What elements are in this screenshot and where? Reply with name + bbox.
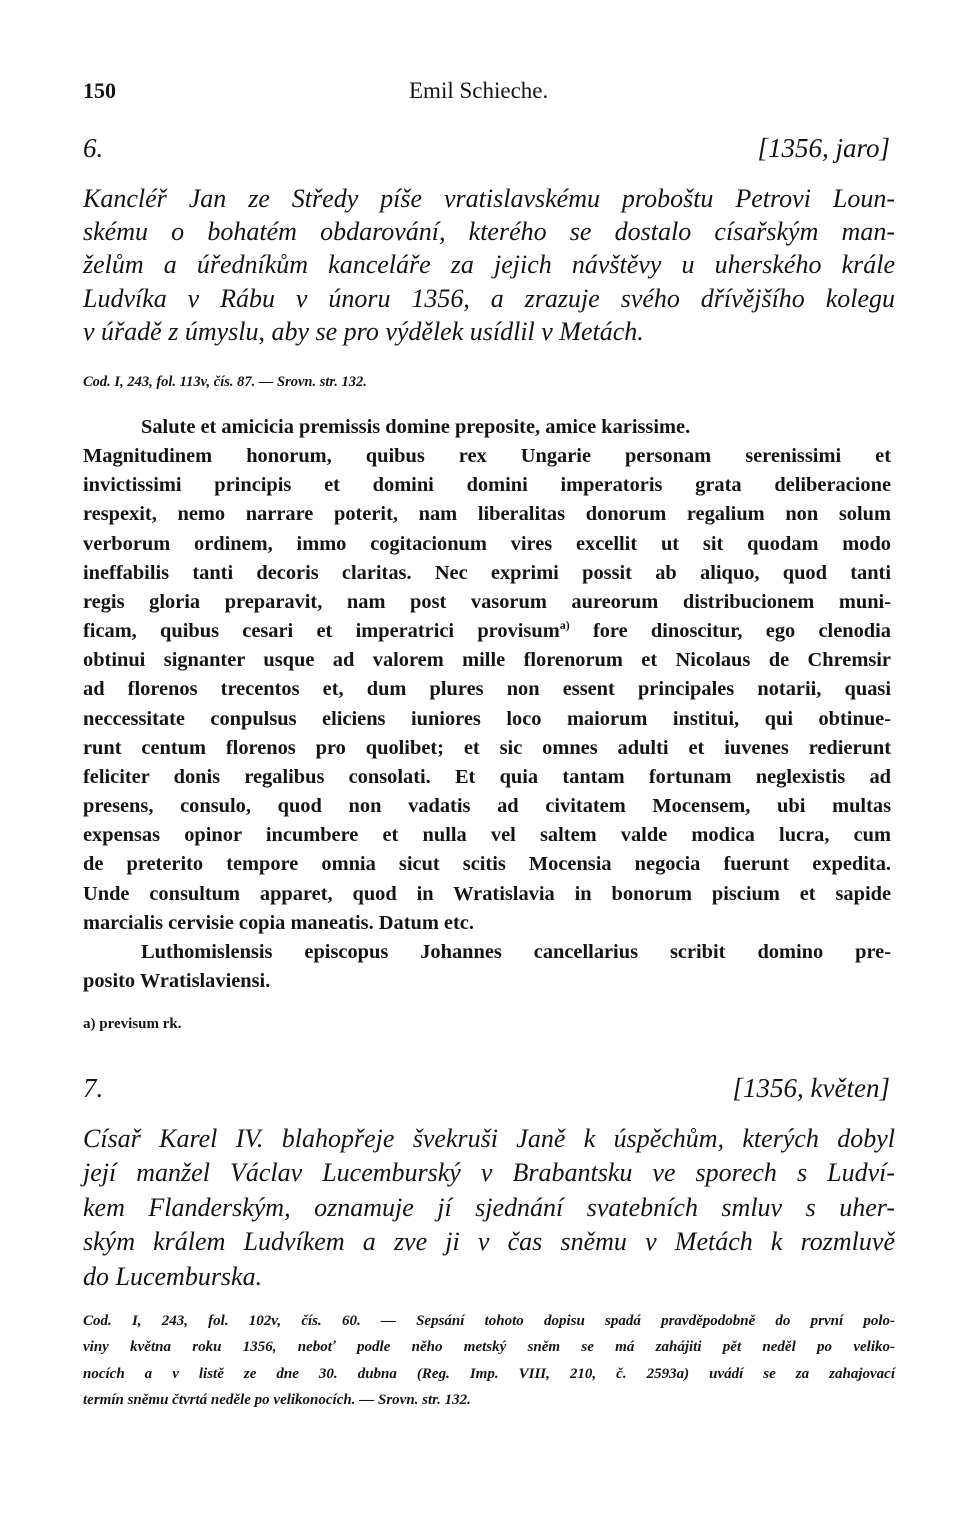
text-line: regis gloria preparavit, nam post vasorum aureorum distribucionem muni- (83, 590, 891, 613)
summary-line: želům a úředníkům kanceláře za jejich návštěvy u uherského krále (83, 250, 895, 280)
note-line: nocích a v listě ze dne 30. dubna (Reg. Imp. VIII, 210, č. 2593a) uvádí se za zahajovací (83, 1365, 895, 1382)
document-summary (83, 1122, 895, 1294)
text-line: Magnitudinem honorum, quibus rex Ungarie personam serenissimi et (83, 445, 891, 468)
summary-line: ským králem Ludvíkem a zve ji v čas sněmu v Metách k rozmluvě (83, 1227, 895, 1257)
running-title: Emil Schieche. (409, 78, 549, 103)
document-date: [1356, jaro] (757, 133, 890, 163)
document-number: 7. (83, 1073, 104, 1103)
text-line: expensas opinor incumbere et nulla vel saltem valde modica lucra, cum (83, 824, 891, 847)
document-summary (83, 182, 895, 348)
text-line (83, 617, 891, 646)
summary-line: kem Flanderským, oznamuje jí sjednání svatebních smluv s uher- (83, 1192, 895, 1222)
source-note: Cod. I, 243, fol. 113v, čís. 87. — Srovn. str. 132. (83, 374, 367, 390)
text-line: presens, consulo, quod non vadatis ad civitatem Mocensem, ubi multas (83, 795, 891, 818)
text-line: posito Wratislaviensi. (83, 969, 271, 992)
text-line: respexit, nemo narrare poterit, nam liberalitas donorum regalium non solum (83, 503, 891, 526)
text-line: marcialis cervisie copia maneatis. Datum etc. (83, 911, 474, 934)
summary-line: Kancléř Jan ze Středy píše vratislavskému proboštu Petrovi Loun- (83, 184, 895, 213)
document-date: [1356, květen] (732, 1073, 890, 1103)
text-line: Salute et amicicia premissis domine preposite, amice karissime. (141, 416, 691, 438)
text-line: verborum ordinem, immo cogitacionum vires excellit ut sit quodam modo (83, 532, 891, 555)
text-line: invictissimi principis et domini domini imperatoris grata deliberacione (83, 474, 891, 497)
summary-line: skému o bohatém obdarování, kterého se dostalo císařským man- (83, 217, 895, 247)
text-line: Unde consultum apparet, quod in Wratislavia in bonorum piscium et sapide (83, 882, 891, 905)
summary-line: Císař Karel IV. blahopřeje švekruši Janě k úspěchům, kterých dobyl (83, 1124, 895, 1153)
summary-line: v úřadě z úmyslu, aby se pro výdělek usídlil v Metách. (83, 316, 644, 346)
page-number: 150 (83, 78, 116, 103)
note-line: Cod. I, 243, fol. 102v, čís. 60. — Sepsání tohoto dopisu spadá pravděpodobně do první polo- (83, 1313, 895, 1329)
text-line: feliciter donis regalibus consolati. Et quia tantam fortunam neglexistis ad (83, 765, 891, 788)
text-line: neccessitate conpulsus eliciens iuniores loco maiorum institui, qui obtinue- (83, 707, 891, 730)
footnote-marker: a) (559, 618, 570, 633)
note-line: viny května roku 1356, neboť podle něho metský sněm se má zahájiti pět neděl po veliko- (83, 1339, 895, 1356)
source-note (83, 1308, 895, 1414)
text-line: de preterito tempore omnia sicut scitis Mocensia negocia fuerunt expedita. (83, 853, 891, 876)
footnote: a) previsum rk. (83, 1016, 182, 1032)
document-number: 6. (83, 133, 104, 163)
text-line: ineffabilis tanti decoris claritas. Nec exprimi possit ab aliquo, quod tanti (83, 561, 891, 584)
text-segment: ficam, quibus cesari et imperatrici provisum (83, 620, 560, 643)
text-line: obtinui signanter usque ad valorem mille florenorum et Nicolaus de Chremsir (83, 649, 891, 672)
text-line: ad florenos trecentos et, dum plures non essent principales notarii, quasi (83, 678, 891, 701)
text-segment: fore dinoscitur, ego clenodia (569, 620, 891, 643)
summary-line: její manžel Václav Lucemburský v Brabantsku ve sporech s Ludví- (83, 1158, 895, 1188)
text-line: runt centum florenos pro quolibet; et sic omnes adulti et iuvenes redierunt (83, 736, 891, 759)
text-line: Luthomislensis episcopus Johannes cancellarius scribit domino pre- (141, 940, 891, 963)
note-line: termín sněmu čtvrtá neděle po velikonocích. — Srovn. str. 132. (83, 1392, 471, 1409)
summary-line: do Lucemburska. (83, 1261, 263, 1291)
summary-line: Ludvíka v Rábu v únoru 1356, a zrazuje svého dřívějšího kolegu (83, 283, 895, 313)
letter-text (83, 413, 891, 996)
